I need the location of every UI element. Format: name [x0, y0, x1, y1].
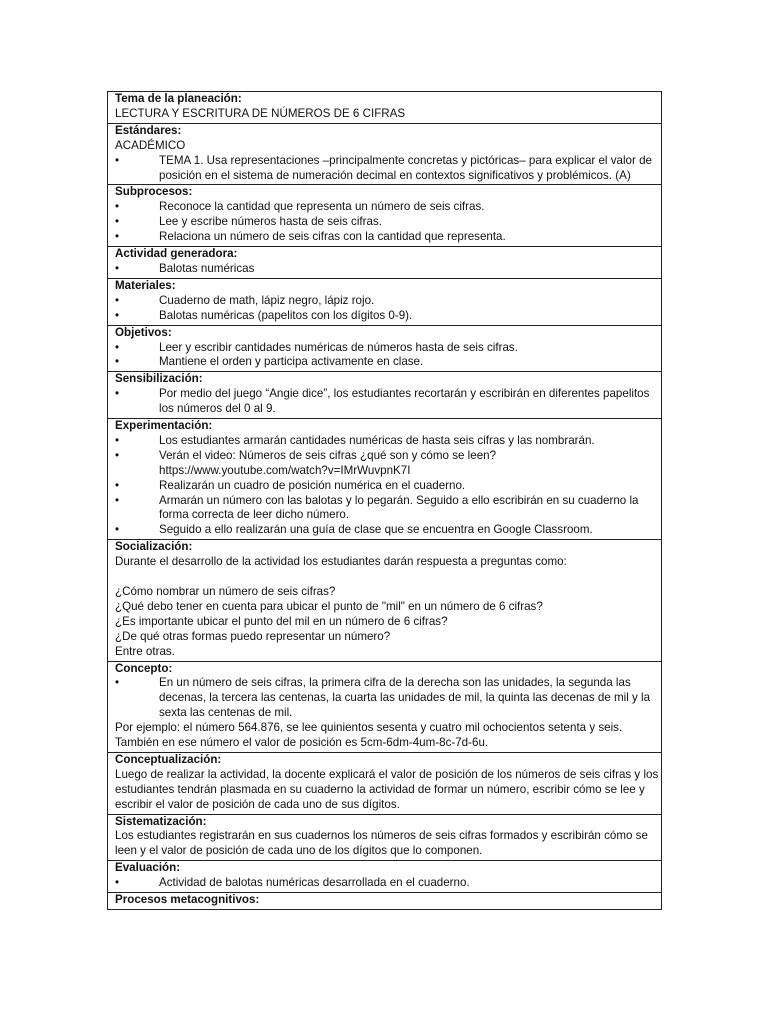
section-heading: Actividad generadora: [115, 247, 238, 261]
bullet-item [115, 341, 661, 356]
section-heading: Socialización: [115, 540, 193, 554]
section-cell [108, 814, 662, 861]
bullet-item [115, 309, 661, 324]
section-row [108, 185, 662, 247]
bullet-text: Leer y escribir cantidades numéricas de números hasta de seis cifras. [159, 340, 518, 354]
bullet-text: Verán el video: Números de seis cifras ¿qué son y cómo se leen? https://www.youtube.com/watch?v=IMrWuvpnK7I [159, 448, 497, 477]
section-cell [108, 752, 662, 814]
bullet-text: Los estudiantes armarán cantidades numéricas de hasta seis cifras y las nombrarán. [159, 433, 595, 447]
section-cell [108, 893, 662, 910]
blank-line [115, 570, 661, 585]
section-heading: Subprocesos: [115, 185, 193, 199]
bullet-item [115, 434, 661, 449]
text-line: ¿Cómo nombrar un número de seis cifras? [115, 584, 336, 598]
section-cell [108, 325, 662, 372]
section-row [108, 92, 662, 124]
bullet-icon: • [115, 493, 120, 507]
bullet-icon: • [115, 387, 120, 401]
section-heading: Objetivos: [115, 325, 172, 339]
bullet-item [115, 676, 661, 721]
section-row [108, 752, 662, 814]
text-line: ¿Qué debo tener en cuenta para ubicar el punto de "mil" en un número de 6 cifras? [115, 599, 543, 613]
bullet-text: Relaciona un número de seis cifras con la cantidad que representa. [159, 230, 506, 244]
section-row [108, 123, 662, 185]
bullet-item [115, 230, 661, 245]
bullet-item [115, 154, 661, 184]
text-line: ¿Es importante ubicar el punto del mil en un número de 6 cifras? [115, 614, 448, 628]
bullet-text: Actividad de balotas numéricas desarrollada en el cuaderno. [159, 876, 470, 890]
section-heading: Estándares: [115, 123, 182, 137]
planning-table [107, 91, 662, 910]
bullet-icon: • [115, 523, 120, 537]
section-heading: Materiales: [115, 278, 176, 292]
section-row [108, 861, 662, 893]
section-row [108, 893, 662, 910]
bullet-item [115, 876, 661, 891]
section-cell [108, 123, 662, 185]
section-row [108, 540, 662, 661]
section-cell [108, 861, 662, 893]
bullet-icon: • [115, 261, 120, 275]
section-heading: Concepto: [115, 661, 173, 675]
bullet-icon: • [115, 448, 120, 462]
section-heading: Evaluación: [115, 861, 181, 875]
section-heading: Sistematización: [115, 814, 207, 828]
bullet-text: Balotas numéricas (papelitos con los dígitos 0-9). [159, 308, 413, 322]
bullet-text: Reconoce la cantidad que representa un número de seis cifras. [159, 200, 485, 214]
bullet-item [115, 494, 661, 524]
text-line: ¿De qué otras formas puedo representar un número? [115, 629, 391, 643]
section-cell [108, 372, 662, 419]
section-cell [108, 661, 662, 752]
bullet-icon: • [115, 478, 120, 492]
bullet-icon: • [115, 876, 120, 890]
section-heading: Experimentación: [115, 419, 213, 433]
bullet-icon: • [115, 230, 120, 244]
text-line: Luego de realizar la actividad, la docente explicará el valor de posición de los números de seis cifras y los estudiantes tendrán plasmada en su cuaderno la actividad de formar un número, escribir cómo se lee y escribir el valor de posición de cada uno de sus dígitos. [115, 767, 659, 811]
text-line: También en ese número el valor de posición es 5cm-6dm-4um-8c-7d-6u. [115, 736, 489, 750]
bullet-text: Mantiene el orden y participa activamente en clase. [159, 355, 424, 369]
bullet-item [115, 215, 661, 230]
text-line: Los estudiantes registrarán en sus cuadernos los números de seis cifras formados y escribirán cómo se leen y el valor de posición de cada uno de los dígitos que lo componen. [115, 829, 648, 858]
bullet-text: Seguido a ello realizarán una guía de clase que se encuentra en Google Classroom. [159, 523, 593, 537]
bullet-item [115, 449, 661, 479]
bullet-icon: • [115, 340, 120, 354]
bullet-item [115, 294, 661, 309]
section-cell [108, 185, 662, 247]
bullet-icon: • [115, 215, 120, 229]
section-row [108, 325, 662, 372]
bullet-icon: • [115, 153, 120, 167]
section-row [108, 419, 662, 540]
bullet-icon: • [115, 676, 120, 690]
bullet-icon: • [115, 293, 120, 307]
section-heading: Procesos metacognitivos: [115, 893, 260, 907]
bullet-text: TEMA 1. Usa representaciones –principalmente concretas y pictóricas– para explicar el valor de posición en el sistema de numeración decimal en contextos significativos y problémicos. (A) [159, 153, 652, 182]
bullet-item [115, 387, 661, 417]
bullet-icon: • [115, 200, 120, 214]
text-line: Por ejemplo: el número 564.876, se lee quinientos sesenta y cuatro mil ochocientos setenta y seis. [115, 721, 623, 735]
section-heading: Tema de la planeación: [115, 92, 242, 105]
section-row [108, 247, 662, 279]
bullet-item [115, 355, 661, 370]
section-cell [108, 278, 662, 325]
bullet-icon: • [115, 433, 120, 447]
section-heading: Sensibilización: [115, 372, 203, 386]
section-row [108, 278, 662, 325]
bullet-text: Lee y escribe números hasta de seis cifras. [159, 215, 382, 229]
section-cell [108, 92, 662, 124]
section-cell [108, 540, 662, 661]
bullet-icon: • [115, 308, 120, 322]
bullet-text: Realizarán un cuadro de posición numérica en el cuaderno. [159, 478, 466, 492]
bullet-icon: • [115, 355, 120, 369]
text-line: LECTURA Y ESCRITURA DE NÚMEROS DE 6 CIFRAS [115, 106, 406, 120]
section-row [108, 661, 662, 752]
section-cell [108, 247, 662, 279]
bullet-item [115, 262, 661, 277]
bullet-text: Armarán un número con las balotas y lo pegarán. Seguido a ello escribirán en su cuaderno la forma correcta de leer dicho número. [159, 493, 639, 522]
bullet-text: En un número de seis cifras, la primera cifra de la derecha son las unidades, la segunda las decenas, la tercera las centenas, la cuarta las unidades de mil, la quinta las decenas de mil y la sexta las centenas de mil. [159, 676, 651, 720]
bullet-text: Por medio del juego “Angie dice”, los estudiantes recortarán y escribirán en diferentes papelitos los números del 0 al 9. [159, 387, 650, 416]
text-line: Durante el desarrollo de la actividad los estudiantes darán respuesta a preguntas como: [115, 555, 567, 569]
bullet-text: Balotas numéricas [159, 261, 255, 275]
bullet-item [115, 479, 661, 494]
text-line: ACADÉMICO [115, 138, 186, 152]
bullet-item [115, 523, 661, 538]
section-row [108, 814, 662, 861]
bullet-text: Cuaderno de math, lápiz negro, lápiz rojo. [159, 293, 375, 307]
section-heading: Conceptualización: [115, 752, 222, 766]
section-row [108, 372, 662, 419]
text-line: Entre otras. [115, 644, 175, 658]
section-cell [108, 419, 662, 540]
bullet-item [115, 200, 661, 215]
